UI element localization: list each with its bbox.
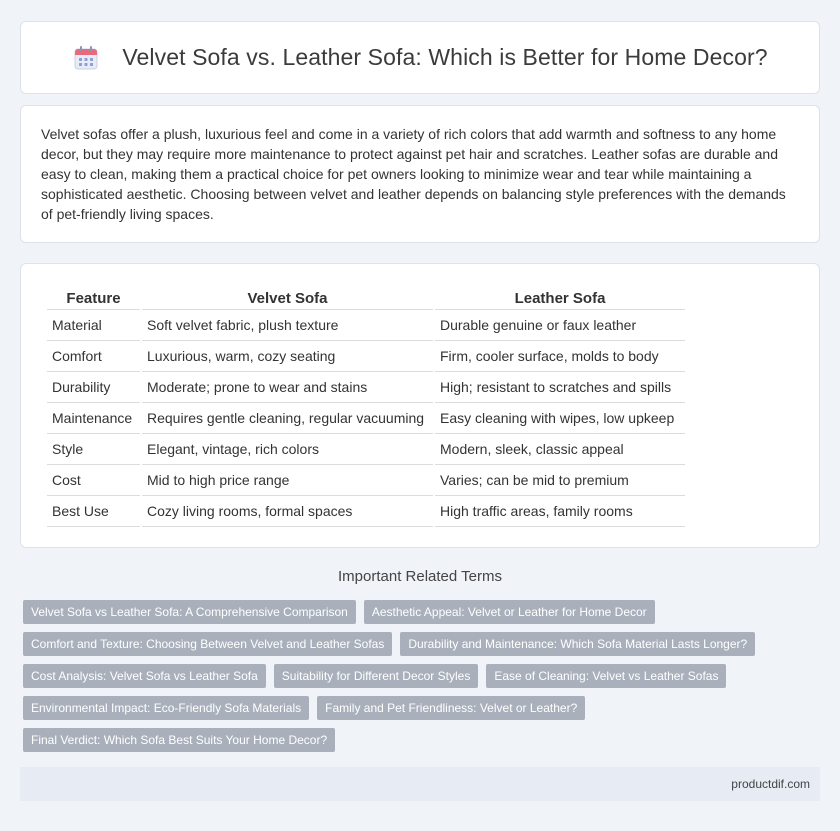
related-term-tag[interactable]: Ease of Cleaning: Velvet vs Leather Sofas: [486, 664, 726, 688]
table-row: [47, 465, 685, 496]
comparison-table: [45, 284, 687, 527]
table-header-row: [47, 284, 685, 310]
leather-cell: High; resistant to scratches and spills: [435, 372, 685, 403]
related-term-tag[interactable]: Cost Analysis: Velvet Sofa vs Leather Sofa: [23, 664, 266, 688]
related-term-tag[interactable]: Comfort and Texture: Choosing Between Velvet and Leather Sofas: [23, 632, 392, 656]
leather-cell: Firm, cooler surface, molds to body: [435, 341, 685, 372]
velvet-cell: Cozy living rooms, formal spaces: [142, 496, 433, 527]
calendar-icon: [72, 44, 100, 72]
table-row: [47, 372, 685, 403]
leather-cell: Modern, sleek, classic appeal: [435, 434, 685, 465]
velvet-cell: Elegant, vintage, rich colors: [142, 434, 433, 465]
table-row: [47, 496, 685, 527]
related-term-tag[interactable]: Durability and Maintenance: Which Sofa Material Lasts Longer?: [400, 632, 755, 656]
table-row: [47, 434, 685, 465]
comparison-table-card: [20, 263, 820, 548]
footer-site-link[interactable]: productdif.com: [731, 777, 810, 791]
related-term-tag[interactable]: Suitability for Different Decor Styles: [274, 664, 479, 688]
feature-cell: Durability: [47, 372, 140, 403]
velvet-cell: Luxurious, warm, cozy seating: [142, 341, 433, 372]
header-feature: Feature: [47, 284, 140, 310]
related-term-tag[interactable]: Velvet Sofa vs Leather Sofa: A Comprehensive Comparison: [23, 600, 356, 624]
related-terms-list: [23, 600, 813, 752]
related-term-tag[interactable]: Environmental Impact: Eco-Friendly Sofa Materials: [23, 696, 309, 720]
feature-cell: Maintenance: [47, 403, 140, 434]
feature-cell: Best Use: [47, 496, 140, 527]
title-wrap: [72, 44, 767, 72]
intro-paragraph: Velvet sofas offer a plush, luxurious feel and come in a variety of rich colors that add warmth and softness to any home decor, but they may require more maintenance to protect against pet hair and scratches. Leather sofas are durable and easy to clean, making them a practical choice for pet owners looking to minimize wear and tear while maintaining a sophisticated aesthetic. Choosing between velvet and leather depends on balancing style preferences with the demands of pet-friendly living spaces.: [41, 126, 786, 222]
page-title: Velvet Sofa vs. Leather Sofa: Which is Better for Home Decor?: [122, 44, 768, 70]
velvet-cell: Moderate; prone to wear and stains: [142, 372, 433, 403]
header-card: [20, 21, 820, 94]
velvet-cell: Requires gentle cleaning, regular vacuuming: [142, 403, 433, 434]
table-row: [47, 341, 685, 372]
related-term-tag[interactable]: Aesthetic Appeal: Velvet or Leather for Home Decor: [364, 600, 655, 624]
feature-cell: Cost: [47, 465, 140, 496]
feature-cell: Comfort: [47, 341, 140, 372]
feature-cell: Material: [47, 310, 140, 341]
header-velvet-sofa: Velvet Sofa: [142, 284, 433, 310]
related-term-tag[interactable]: Family and Pet Friendliness: Velvet or Leather?: [317, 696, 585, 720]
related-term-tag[interactable]: Final Verdict: Which Sofa Best Suits Your Home Decor?: [23, 728, 335, 752]
leather-cell: Durable genuine or faux leather: [435, 310, 685, 341]
table-row: [47, 403, 685, 434]
feature-cell: Style: [47, 434, 140, 465]
leather-cell: Easy cleaning with wipes, low upkeep: [435, 403, 685, 434]
header-leather-sofa: Leather Sofa: [435, 284, 685, 310]
velvet-cell: Mid to high price range: [142, 465, 433, 496]
footer: [20, 767, 820, 801]
leather-cell: High traffic areas, family rooms: [435, 496, 685, 527]
leather-cell: Varies; can be mid to premium: [435, 465, 685, 496]
table-row: [47, 310, 685, 341]
intro-card: [20, 105, 820, 243]
velvet-cell: Soft velvet fabric, plush texture: [142, 310, 433, 341]
related-terms-heading: Important Related Terms: [338, 568, 502, 585]
